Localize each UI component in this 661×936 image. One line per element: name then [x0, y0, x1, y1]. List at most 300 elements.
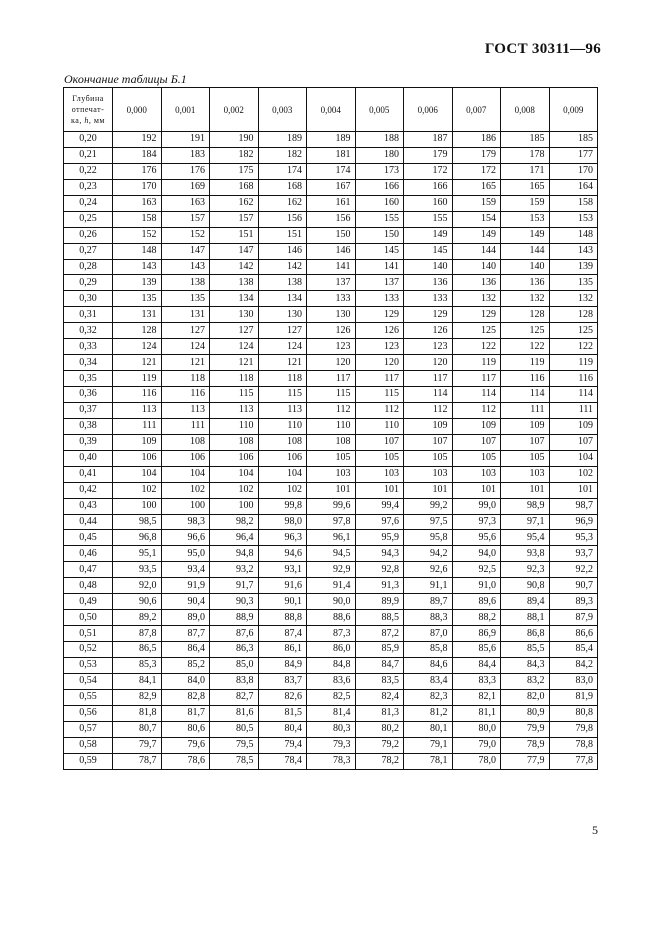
hardness-cell: 98,9: [501, 498, 550, 514]
hardness-cell: 116: [549, 371, 598, 387]
hardness-cell: 147: [210, 243, 259, 259]
hardness-cell: 101: [501, 482, 550, 498]
hardness-cell: 88,8: [258, 610, 307, 626]
depth-cell: 0,59: [64, 753, 113, 769]
table-row: [64, 466, 598, 482]
hardness-cell: 93,7: [549, 546, 598, 562]
hardness-cell: 156: [307, 211, 356, 227]
hardness-cell: 78,3: [307, 753, 356, 769]
table-row: [64, 307, 598, 323]
hardness-cell: 83,5: [355, 673, 404, 689]
hardness-cell: 78,4: [258, 753, 307, 769]
hardness-cell: 87,3: [307, 626, 356, 642]
hardness-cell: 109: [549, 418, 598, 434]
hardness-cell: 121: [113, 355, 162, 371]
hardness-cell: 136: [404, 275, 453, 291]
hardness-cell: 176: [113, 163, 162, 179]
hardness-cell: 130: [258, 307, 307, 323]
hardness-cell: 160: [355, 195, 404, 211]
hardness-cell: 98,3: [161, 514, 210, 530]
hardness-cell: 97,5: [404, 514, 453, 530]
table-row: [64, 195, 598, 211]
hardness-cell: 170: [113, 179, 162, 195]
depth-cell: 0,46: [64, 546, 113, 562]
hardness-cell: 111: [161, 418, 210, 434]
hardness-cell: 114: [404, 387, 453, 403]
table-row: [64, 642, 598, 658]
hardness-cell: 79,0: [452, 737, 501, 753]
hardness-cell: 172: [404, 163, 453, 179]
depth-cell: 0,33: [64, 339, 113, 355]
hardness-cell: 140: [404, 259, 453, 275]
hardness-cell: 106: [113, 450, 162, 466]
hardness-cell: 91,9: [161, 578, 210, 594]
hardness-cell: 132: [452, 291, 501, 307]
hardness-cell: 156: [258, 211, 307, 227]
depth-cell: 0,47: [64, 562, 113, 578]
hardness-cell: 91,4: [307, 578, 356, 594]
hardness-cell: 185: [549, 132, 598, 148]
column-header: 0,009: [549, 88, 598, 132]
table-row: [64, 387, 598, 403]
hardness-cell: 111: [501, 402, 550, 418]
hardness-cell: 149: [501, 227, 550, 243]
hardness-cell: 171: [501, 163, 550, 179]
hardness-cell: 89,7: [404, 594, 453, 610]
hardness-cell: 95,8: [404, 530, 453, 546]
hardness-cell: 127: [210, 323, 259, 339]
hardness-cell: 91,3: [355, 578, 404, 594]
hardness-cell: 89,9: [355, 594, 404, 610]
hardness-cell: 96,3: [258, 530, 307, 546]
table-row: [64, 498, 598, 514]
hardness-cell: 89,4: [501, 594, 550, 610]
table-row: [64, 514, 598, 530]
hardness-cell: 86,5: [113, 642, 162, 658]
depth-cell: 0,32: [64, 323, 113, 339]
hardness-cell: 85,4: [549, 642, 598, 658]
hardness-cell: 135: [113, 291, 162, 307]
hardness-cell: 80,9: [501, 705, 550, 721]
hardness-cell: 143: [161, 259, 210, 275]
table-row: [64, 705, 598, 721]
table-row: [64, 259, 598, 275]
hardness-cell: 79,3: [307, 737, 356, 753]
hardness-cell: 96,8: [113, 530, 162, 546]
depth-cell: 0,39: [64, 434, 113, 450]
depth-cell: 0,43: [64, 498, 113, 514]
hardness-cell: 159: [501, 195, 550, 211]
hardness-cell: 110: [210, 418, 259, 434]
hardness-cell: 86,1: [258, 642, 307, 658]
hardness-cell: 86,8: [501, 626, 550, 642]
hardness-cell: 101: [355, 482, 404, 498]
hardness-cell: 92,9: [307, 562, 356, 578]
table-header-row: [64, 88, 598, 132]
hardness-cell: 127: [161, 323, 210, 339]
hardness-cell: 80,4: [258, 721, 307, 737]
hardness-cell: 143: [549, 243, 598, 259]
hardness-cell: 107: [501, 434, 550, 450]
hardness-cell: 92,6: [404, 562, 453, 578]
hardness-cell: 192: [113, 132, 162, 148]
table-row: [64, 737, 598, 753]
hardness-cell: 113: [210, 402, 259, 418]
hardness-cell: 174: [258, 163, 307, 179]
hardness-cell: 88,6: [307, 610, 356, 626]
hardness-cell: 133: [404, 291, 453, 307]
hardness-cell: 80,3: [307, 721, 356, 737]
hardness-cell: 97,8: [307, 514, 356, 530]
table-row: [64, 163, 598, 179]
hardness-cell: 181: [307, 147, 356, 163]
hardness-cell: 82,4: [355, 689, 404, 705]
table-row: [64, 434, 598, 450]
depth-cell: 0,38: [64, 418, 113, 434]
table-row: [64, 753, 598, 769]
depth-cell: 0,21: [64, 147, 113, 163]
hardness-cell: 91,6: [258, 578, 307, 594]
hardness-cell: 180: [355, 147, 404, 163]
hardness-cell: 111: [113, 418, 162, 434]
hardness-cell: 176: [161, 163, 210, 179]
hardness-cell: 172: [452, 163, 501, 179]
hardness-cell: 83,7: [258, 673, 307, 689]
hardness-cell: 92,8: [355, 562, 404, 578]
hardness-cell: 78,5: [210, 753, 259, 769]
hardness-cell: 80,8: [549, 705, 598, 721]
page-number: 5: [592, 823, 598, 837]
depth-cell: 0,50: [64, 610, 113, 626]
hardness-cell: 128: [549, 307, 598, 323]
hardness-cell: 120: [404, 355, 453, 371]
hardness-cell: 187: [404, 132, 453, 148]
hardness-cell: 169: [161, 179, 210, 195]
hardness-cell: 147: [161, 243, 210, 259]
hardness-cell: 119: [113, 371, 162, 387]
hardness-cell: 104: [161, 466, 210, 482]
hardness-cell: 124: [161, 339, 210, 355]
depth-cell: 0,28: [64, 259, 113, 275]
hardness-cell: 85,6: [452, 642, 501, 658]
hardness-cell: 137: [355, 275, 404, 291]
hardness-cell: 103: [452, 466, 501, 482]
hardness-cell: 188: [355, 132, 404, 148]
hardness-cell: 110: [355, 418, 404, 434]
depth-cell: 0,56: [64, 705, 113, 721]
depth-cell: 0,58: [64, 737, 113, 753]
depth-cell: 0,41: [64, 466, 113, 482]
hardness-cell: 83,0: [549, 673, 598, 689]
hardness-cell: 128: [113, 323, 162, 339]
hardness-cell: 98,7: [549, 498, 598, 514]
hardness-cell: 145: [355, 243, 404, 259]
hardness-cell: 121: [161, 355, 210, 371]
hardness-cell: 95,9: [355, 530, 404, 546]
hardness-cell: 96,1: [307, 530, 356, 546]
hardness-cell: 110: [307, 418, 356, 434]
hardness-cell: 131: [113, 307, 162, 323]
hardness-cell: 101: [452, 482, 501, 498]
depth-column-header: [64, 88, 113, 132]
hardness-cell: 145: [404, 243, 453, 259]
hardness-cell: 112: [307, 402, 356, 418]
hardness-cell: 88,2: [452, 610, 501, 626]
hardness-cell: 179: [452, 147, 501, 163]
depth-header-line2: отпечат-: [71, 105, 105, 114]
hardness-cell: 90,7: [549, 578, 598, 594]
hardness-cell: 166: [404, 179, 453, 195]
hardness-cell: 126: [404, 323, 453, 339]
hardness-cell: 77,9: [501, 753, 550, 769]
hardness-cell: 132: [501, 291, 550, 307]
hardness-cell: 82,8: [161, 689, 210, 705]
hardness-cell: 84,7: [355, 657, 404, 673]
hardness-cell: 84,8: [307, 657, 356, 673]
depth-cell: 0,52: [64, 642, 113, 658]
hardness-cell: 77,8: [549, 753, 598, 769]
hardness-cell: 167: [307, 179, 356, 195]
depth-cell: 0,26: [64, 227, 113, 243]
hardness-cell: 95,4: [501, 530, 550, 546]
hardness-cell: 123: [307, 339, 356, 355]
hardness-cell: 136: [452, 275, 501, 291]
hardness-cell: 86,6: [549, 626, 598, 642]
hardness-cell: 124: [258, 339, 307, 355]
hardness-cell: 84,6: [404, 657, 453, 673]
hardness-cell: 79,8: [549, 721, 598, 737]
column-header: 0,000: [113, 88, 162, 132]
hardness-cell: 93,8: [501, 546, 550, 562]
table-row: [64, 657, 598, 673]
depth-header-line1: Глубина: [72, 94, 104, 103]
hardness-cell: 165: [452, 179, 501, 195]
hardness-cell: 124: [210, 339, 259, 355]
hardness-cell: 119: [501, 355, 550, 371]
hardness-cell: 112: [404, 402, 453, 418]
hardness-cell: 158: [549, 195, 598, 211]
hardness-cell: 91,1: [404, 578, 453, 594]
hardness-cell: 155: [404, 211, 453, 227]
depth-cell: 0,34: [64, 355, 113, 371]
hardness-cell: 151: [258, 227, 307, 243]
hardness-cell: 91,0: [452, 578, 501, 594]
hardness-cell: 93,2: [210, 562, 259, 578]
depth-cell: 0,25: [64, 211, 113, 227]
table-row: [64, 626, 598, 642]
table-row: [64, 227, 598, 243]
hardness-cell: 86,0: [307, 642, 356, 658]
depth-cell: 0,29: [64, 275, 113, 291]
depth-cell: 0,23: [64, 179, 113, 195]
hardness-cell: 84,4: [452, 657, 501, 673]
hardness-cell: 80,2: [355, 721, 404, 737]
hardness-cell: 87,4: [258, 626, 307, 642]
hardness-cell: 133: [355, 291, 404, 307]
hardness-cell: 190: [210, 132, 259, 148]
hardness-cell: 146: [258, 243, 307, 259]
hardness-cell: 114: [452, 387, 501, 403]
table-row: [64, 721, 598, 737]
hardness-cell: 122: [549, 339, 598, 355]
depth-header-variable: h: [84, 116, 89, 125]
hardness-cell: 115: [307, 387, 356, 403]
hardness-cell: 78,1: [404, 753, 453, 769]
hardness-cell: 144: [452, 243, 501, 259]
hardness-cell: 106: [210, 450, 259, 466]
hardness-cell: 116: [113, 387, 162, 403]
hardness-cell: 78,0: [452, 753, 501, 769]
hardness-cell: 92,0: [113, 578, 162, 594]
hardness-cell: 189: [258, 132, 307, 148]
hardness-cell: 85,2: [161, 657, 210, 673]
hardness-cell: 129: [404, 307, 453, 323]
hardness-cell: 137: [307, 275, 356, 291]
hardness-cell: 95,6: [452, 530, 501, 546]
hardness-cell: 107: [404, 434, 453, 450]
hardness-cell: 99,8: [258, 498, 307, 514]
hardness-cell: 173: [355, 163, 404, 179]
depth-cell: 0,30: [64, 291, 113, 307]
depth-cell: 0,42: [64, 482, 113, 498]
hardness-cell: 118: [161, 371, 210, 387]
column-header: 0,006: [404, 88, 453, 132]
hardness-cell: 87,0: [404, 626, 453, 642]
hardness-cell: 114: [549, 387, 598, 403]
hardness-cell: 115: [258, 387, 307, 403]
table-row: [64, 418, 598, 434]
hardness-cell: 112: [355, 402, 404, 418]
hardness-cell: 119: [452, 355, 501, 371]
table-body: [64, 132, 598, 770]
hardness-cell: 82,9: [113, 689, 162, 705]
hardness-cell: 121: [258, 355, 307, 371]
hardness-cell: 113: [258, 402, 307, 418]
hardness-cell: 100: [161, 498, 210, 514]
hardness-cell: 148: [549, 227, 598, 243]
column-header: 0,003: [258, 88, 307, 132]
hardness-cell: 153: [549, 211, 598, 227]
hardness-cell: 88,5: [355, 610, 404, 626]
hardness-cell: 162: [210, 195, 259, 211]
hardness-cell: 81,1: [452, 705, 501, 721]
depth-cell: 0,22: [64, 163, 113, 179]
table-row: [64, 450, 598, 466]
hardness-cell: 88,9: [210, 610, 259, 626]
hardness-cell: 104: [549, 450, 598, 466]
hardness-cell: 84,2: [549, 657, 598, 673]
hardness-cell: 96,9: [549, 514, 598, 530]
table-row: [64, 482, 598, 498]
table-row: [64, 243, 598, 259]
hardness-cell: 78,8: [549, 737, 598, 753]
hardness-cell: 90,6: [113, 594, 162, 610]
depth-header-line3-pre: ка,: [71, 116, 85, 125]
hardness-cell: 149: [404, 227, 453, 243]
hardness-cell: 165: [501, 179, 550, 195]
hardness-cell: 142: [258, 259, 307, 275]
hardness-cell: 109: [452, 418, 501, 434]
hardness-cell: 81,3: [355, 705, 404, 721]
depth-cell: 0,36: [64, 387, 113, 403]
hardness-cell: 136: [501, 275, 550, 291]
hardness-cell: 114: [501, 387, 550, 403]
hardness-cell: 85,5: [501, 642, 550, 658]
hardness-cell: 126: [355, 323, 404, 339]
depth-cell: 0,37: [64, 402, 113, 418]
hardness-cell: 129: [452, 307, 501, 323]
hardness-cell: 130: [210, 307, 259, 323]
hardness-cell: 93,1: [258, 562, 307, 578]
hardness-cell: 148: [113, 243, 162, 259]
hardness-cell: 159: [452, 195, 501, 211]
hardness-cell: 82,3: [404, 689, 453, 705]
hardness-cell: 133: [307, 291, 356, 307]
hardness-cell: 107: [549, 434, 598, 450]
hardness-cell: 104: [210, 466, 259, 482]
hardness-cell: 93,5: [113, 562, 162, 578]
column-header: 0,008: [501, 88, 550, 132]
hardness-cell: 100: [113, 498, 162, 514]
hardness-cell: 101: [307, 482, 356, 498]
hardness-cell: 164: [549, 179, 598, 195]
hardness-cell: 83,2: [501, 673, 550, 689]
hardness-cell: 182: [210, 147, 259, 163]
hardness-cell: 87,6: [210, 626, 259, 642]
hardness-cell: 110: [258, 418, 307, 434]
hardness-cell: 81,7: [161, 705, 210, 721]
hardness-cell: 108: [161, 434, 210, 450]
hardness-cell: 115: [355, 387, 404, 403]
hardness-cell: 94,2: [404, 546, 453, 562]
hardness-cell: 143: [113, 259, 162, 275]
table-row: [64, 689, 598, 705]
hardness-cell: 103: [404, 466, 453, 482]
depth-cell: 0,45: [64, 530, 113, 546]
depth-header-line3-post: , мм: [88, 116, 105, 125]
depth-cell: 0,20: [64, 132, 113, 148]
hardness-cell: 82,0: [501, 689, 550, 705]
hardness-cell: 98,5: [113, 514, 162, 530]
hardness-cell: 84,1: [113, 673, 162, 689]
hardness-cell: 81,2: [404, 705, 453, 721]
hardness-cell: 95,0: [161, 546, 210, 562]
hardness-cell: 90,3: [210, 594, 259, 610]
hardness-cell: 107: [452, 434, 501, 450]
hardness-cell: 105: [501, 450, 550, 466]
hardness-cell: 78,7: [113, 753, 162, 769]
hardness-cell: 130: [307, 307, 356, 323]
hardness-cell: 125: [501, 323, 550, 339]
hardness-cell: 128: [501, 307, 550, 323]
hardness-cell: 154: [452, 211, 501, 227]
hardness-cell: 95,1: [113, 546, 162, 562]
hardness-cell: 183: [161, 147, 210, 163]
column-header: 0,004: [307, 88, 356, 132]
column-header: 0,007: [452, 88, 501, 132]
table-row: [64, 562, 598, 578]
table-caption: Окончание таблицы Б.1: [64, 72, 187, 86]
hardness-cell: 89,6: [452, 594, 501, 610]
hardness-cell: 99,4: [355, 498, 404, 514]
depth-cell: 0,24: [64, 195, 113, 211]
hardness-cell: 150: [307, 227, 356, 243]
hardness-cell: 151: [210, 227, 259, 243]
hardness-cell: 92,3: [501, 562, 550, 578]
hardness-cell: 109: [404, 418, 453, 434]
hardness-cell: 102: [258, 482, 307, 498]
hardness-cell: 89,3: [549, 594, 598, 610]
